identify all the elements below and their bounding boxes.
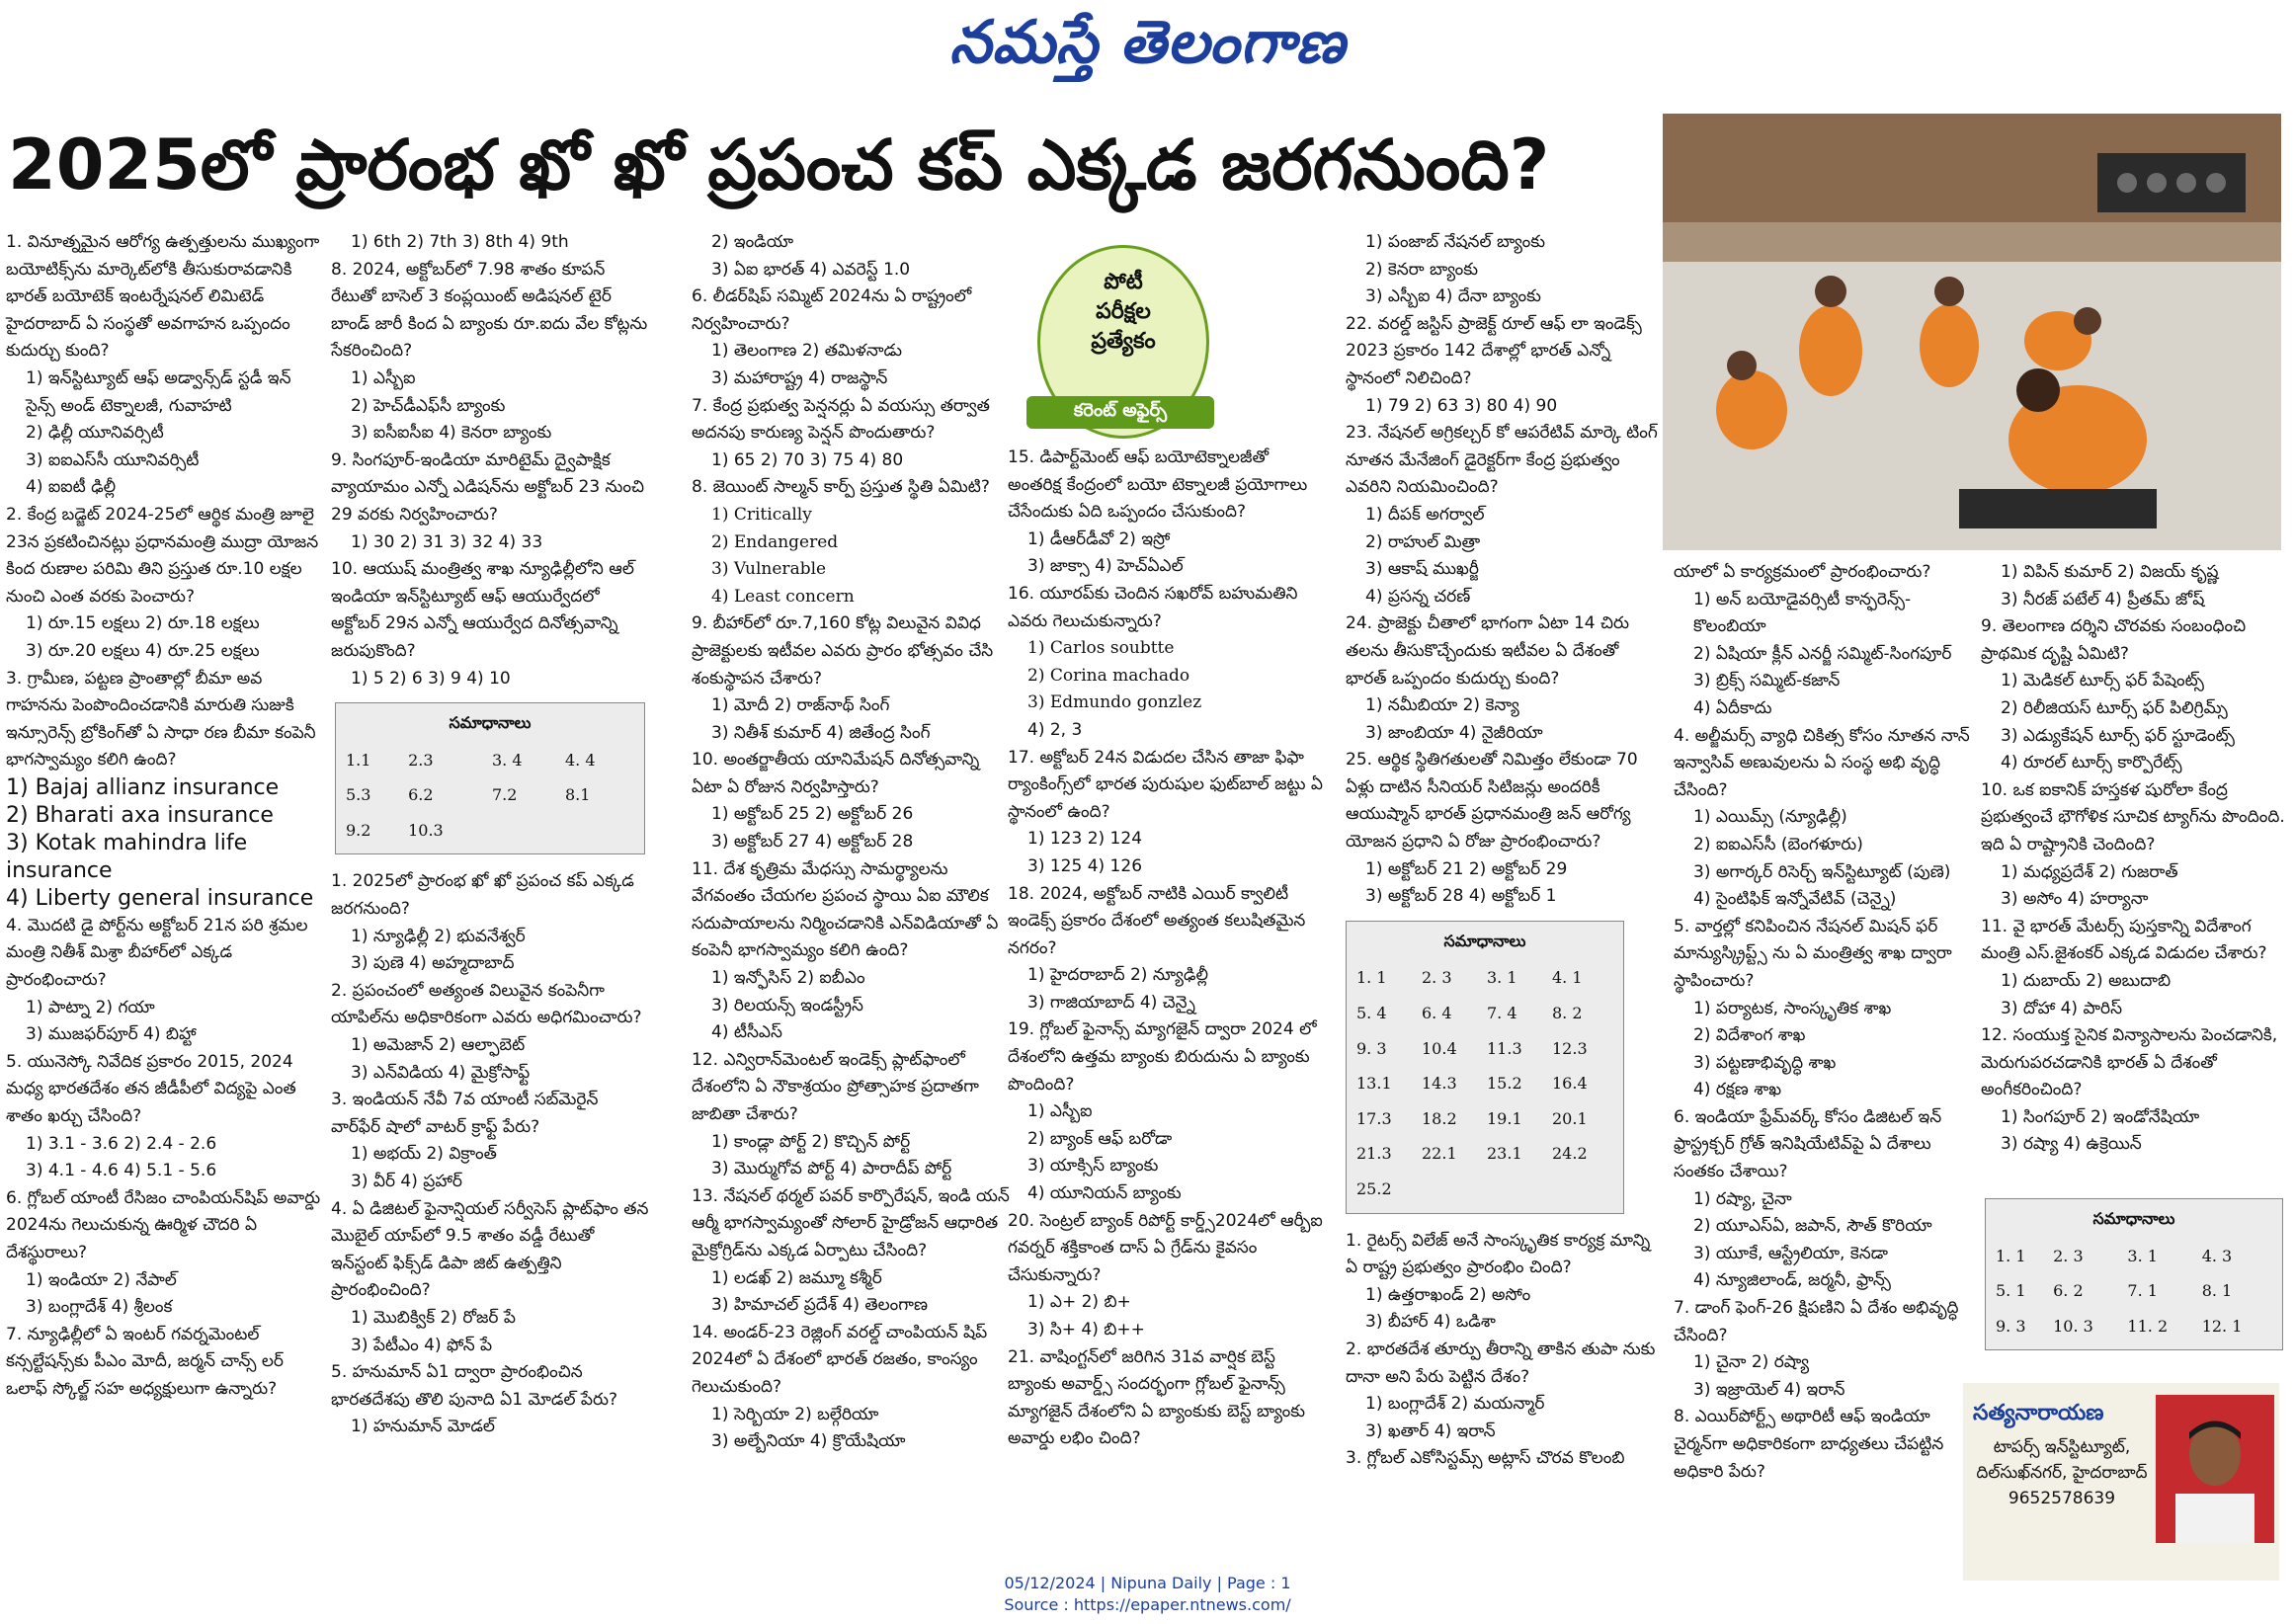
answer-option: 1) 123 2) 124 bbox=[1027, 829, 1143, 850]
question-text: 17. అక్టోబర్ 24న విడుదల చేసిన తాజా ఫిఫా ర్యాంకింగ్స్‌లో భారత పురుషుల ఫుట్‌బాల్ జట్టు ఏ స్థానంలో ఉంది? bbox=[1008, 747, 1324, 822]
footer-source-line: Source : https://epaper.ntnews.com/ bbox=[1004, 1595, 1291, 1614]
question-text: 7. డాంగ్ ఫెంగ్-26 క్షిపణిని ఏ దేశం అభివృద్ధి చేసింది? bbox=[1674, 1298, 1959, 1345]
answer-option: 1) దుబాయ్ 2) అబుదాబి bbox=[2001, 970, 2172, 991]
answer-option: 2) ఢిల్లీ యూనివర్సిటీ bbox=[26, 423, 164, 444]
answer-key-cell: 6.2 bbox=[408, 785, 434, 805]
question-text: 1. 2025లో ప్రారంభ ఖో ఖో ప్రపంచ కప్ ఎక్కడ జరగనుంది? bbox=[331, 871, 634, 920]
headline: 2025లో ప్రారంభ ఖో ఖో ప్రపంచ కప్ ఎక్కడ జరగనుంది? bbox=[8, 124, 1550, 205]
question-text: 5. యునెస్కో నివేదిక ప్రకారం 2015, 2024 మధ్య భారతదేశం తన జీడీపీలో విద్యపై ఎంత శాతం ఖర్చు చేసింది? bbox=[6, 1051, 296, 1127]
answer-option: 1) దీపక్ అగర్వాల్ bbox=[1365, 504, 1485, 525]
answer-option: 4) ఏదీకాదు bbox=[1693, 697, 1772, 718]
page-footer bbox=[0, 1573, 2295, 1616]
answer-option: 3) ఐఐఎస్‌సీ యూనివర్సిటీ bbox=[26, 449, 200, 470]
author-phone: 9652578639 bbox=[2008, 1489, 2116, 1508]
question-text: 7. న్యూఢిల్లీలో ఏ ఇంటర్ గవర్నమెంటల్ కన్సల్టేషన్స్‌కు పీఎం మోదీ, జర్మన్ చాన్స్ లర్ ఒలాఫ్ స్కోల్జ్ సహ అధ్యక్షులుగా ఉన్నారు? bbox=[6, 1324, 284, 1399]
answer-option: 3) ఏఐ భారత్ 4) ఎవరెస్ట్ 1.0 bbox=[711, 259, 911, 280]
exam-special-badge bbox=[1037, 245, 1209, 439]
answer-option: 4) ప్రసన్న చరణ్ bbox=[1365, 586, 1471, 607]
answer-option: 1) మెడికల్ టూర్స్ ఫర్ పేషెంట్స్ bbox=[2001, 671, 2204, 691]
answer-option: 3) వీర్ 4) ప్రహార్ bbox=[351, 1172, 463, 1191]
answer-option: 3) యూకే, ఆస్ట్రేలియా, కెనడా bbox=[1693, 1243, 1888, 1263]
answer-option: 2) హెచ్‌డీఎఫ్‌సీ బ్యాంకు bbox=[351, 395, 506, 416]
answer-option: 3) ఎడ్యుకేషన్ టూర్స్ ఫర్ స్టూడెంట్స్ bbox=[2001, 725, 2235, 746]
answer-option: 3) 4.1 - 4.6 4) 5.1 - 5.6 bbox=[26, 1161, 217, 1181]
answer-key-cell: 2. 3 bbox=[2053, 1246, 2084, 1265]
question-text: 15. డిపార్ట్‌మెంట్ ఆఫ్ బయోటెక్నాలజీతో అంతరిక్ష కేంద్రంలో బయో టెక్నాలజీ ప్రయోగాలు చేసేందుకు ఏది ఒప్పందం చేసుకుంది? bbox=[1008, 447, 1308, 523]
answer-option: 3) రిలయన్స్ ఇండస్ట్రీస్ bbox=[711, 995, 863, 1015]
answer-key-cell: 11. 2 bbox=[2127, 1316, 2169, 1336]
answer-option: 3) హిమాచల్ ప్రదేశ్ 4) తెలంగాణ bbox=[711, 1295, 928, 1316]
answer-option: 3) 125 4) 126 bbox=[1027, 855, 1143, 876]
answer-option: 1) డీఆర్‌డీవో 2) ఇస్రో bbox=[1027, 528, 1171, 549]
badge-line-1: పోటీ bbox=[1104, 270, 1143, 294]
answer-option: 1) మొబిక్విక్ 2) రోజర్ పే bbox=[351, 1307, 516, 1328]
question-text: 10. ఆయుష్ మంత్రిత్వ శాఖ న్యూఢిల్లీలోని ఆల్ ఇండియా ఇన్‌స్టిట్యూట్ ఆఫ్ ఆయుర్వేదలో అక్టోబర్ 29న ఎన్నో ఆయుర్వేద దినోత్సవాన్ని జరుపుకొంది? bbox=[331, 559, 634, 661]
question-text: 13. నేషనల్ థర్మల్ పవర్ కార్పొరేషన్, ఇండి యన్ ఆర్మీ భాగస్వామ్యంతో సోలార్ హైడ్రోజన్ ఆధారిత మైక్రోగ్రిడ్‌ను ఎక్కడ ఏర్పాటు చేసింది? bbox=[692, 1185, 1010, 1260]
answer-option: 3) మహారాష్ట్ర 4) రాజస్థాన్ bbox=[711, 367, 888, 388]
answers-title: సమాధానాలు bbox=[1443, 931, 1526, 950]
answer-option: 1) అక్టోబర్ 25 2) అక్టోబర్ 26 bbox=[711, 804, 914, 825]
answer-key-cell: 7. 4 bbox=[1487, 1004, 1517, 1023]
answer-key-cell: 4. 1 bbox=[1552, 968, 1583, 988]
answer-key-cell: 9.2 bbox=[346, 820, 371, 840]
answers-title: సమాధానాలు bbox=[2092, 1209, 2175, 1229]
answer-option: 2) ఏషియా క్లీన్ ఎనర్జీ సమ్మిట్-సింగపూర్ bbox=[1693, 643, 1952, 664]
answers-box-3 bbox=[1985, 1198, 2283, 1350]
answer-option: 1) పంజాబ్ నేషనల్ బ్యాంకు bbox=[1365, 232, 1545, 252]
answer-key-cell: 10.4 bbox=[1422, 1038, 1457, 1058]
answer-key-cell: 2.3 bbox=[408, 750, 434, 770]
answer-key-cell: 20.1 bbox=[1552, 1108, 1588, 1128]
question-text: 9. తెలంగాణ దర్శిని చొరవకు సంబంధించి ప్రాథమిక దృష్టి ఏమిటి? bbox=[1981, 616, 2247, 664]
author-info bbox=[1973, 1434, 2151, 1511]
author-location: దిల్‌సుఖ్‌నగర్, హైదరాబాద్ bbox=[1976, 1463, 2148, 1483]
footer-date-line: 05/12/2024 | Nipuna Daily | Page : 1 bbox=[1004, 1574, 1291, 1592]
answer-option: 1) ఇండియా 2) నేపాల్ bbox=[26, 1269, 177, 1290]
answer-option: 2) Corina machado bbox=[1027, 665, 1190, 686]
question-text: 12. సంయుక్త సైనిక విన్యాసాలను పెంచడానికి, మెరుగుపరచడానికి భారత్ ఏ దేశంతో అంగీకరించింది? bbox=[1981, 1025, 2278, 1100]
answer-option: 1) 3.1 - 3.6 2) 2.4 - 2.6 bbox=[26, 1133, 217, 1154]
answer-option: 3) Vulnerable bbox=[711, 559, 827, 580]
answer-option: 4) టీసీఎస్ bbox=[711, 1022, 782, 1043]
answer-option: 3) పుణె 4) అహ్మదాబాద్ bbox=[351, 953, 515, 974]
question-text: 9. సింగపూర్-ఇండియా మారిటైమ్ ద్వైపాక్షిక వ్యాయామం ఎన్నో ఎడిషన్‌ను అక్టోబర్ 23 నుంచి 29 వరకు నిర్వహించారు? bbox=[331, 449, 645, 525]
answer-key-cell: 9. 3 bbox=[1356, 1038, 1387, 1058]
answer-option: 3) దోహా 4) పారిస్ bbox=[2001, 998, 2123, 1018]
answer-key-cell: 15.2 bbox=[1487, 1074, 1522, 1094]
answer-key-cell: 6. 2 bbox=[2053, 1281, 2084, 1301]
question-text: 4. ఏ డిజిటల్ ఫైనాన్షియల్ సర్వీసెస్ ప్లాట్‌ఫాం తన మొబైల్ యాప్‌లో 9.5 శాతం వడ్డీ రేటుతో ఇన్‌స్టంట్ ఫిక్స్‌డ్ డిపా జిట్ ఉత్పత్తిని ప్రారంభించింది? bbox=[331, 1198, 649, 1301]
answer-key-cell: 24.2 bbox=[1552, 1144, 1588, 1164]
question-text: 4. అల్జీమర్స్ వ్యాధి చికిత్స కోసం నూతన నాన్ ఇన్వాసివ్ అణువులను ఏ సంస్థ అభి వృద్ధి చేసింది? bbox=[1674, 725, 1970, 800]
answer-option: 2) రాహుల్ మిత్రా bbox=[1365, 531, 1481, 552]
question-text: 16. యూరప్‌కు చెందిన సఖరోవ్ బహుమతిని ఎవరు గెలుచుకున్నారు? bbox=[1008, 583, 1298, 631]
question-text: 6. లీడర్‌షిప్ సమ్మిట్ 2024ను ఏ రాష్ట్రంలో నిర్వహించారు? bbox=[692, 286, 972, 334]
answer-option: 1) మధ్యప్రదేశ్ 2) గుజరాత్ bbox=[2001, 861, 2178, 882]
answer-option: 1) లడఖ్ 2) జమ్మూ కశ్మీర్ bbox=[711, 1267, 882, 1288]
question-text: 7. కేంద్ర ప్రభుత్వ పెన్షనర్లు ఏ వయస్సు తర్వాత అదనపు కారుణ్య పెన్షన్ పొందుతారు? bbox=[692, 395, 990, 444]
question-text: 19. గ్లోబల్ ఫైనాన్స్ మ్యాగజైన్ ద్వారా 2024 లో దేశంలోని ఉత్తమ బ్యాంకు బిరుదును ఏ బ్యాంకు పొందింది? bbox=[1008, 1019, 1317, 1095]
author-card bbox=[1963, 1383, 2279, 1581]
question-text: 8. ఎయిర్‌పోర్ట్స్ అథారిటీ ఆఫ్ ఇండియా చైర్మన్‌గా అధికారికంగా బాధ్యతలు చేపట్టిన అధికారి పేరు? bbox=[1674, 1407, 1944, 1482]
answer-option: 1) అమెజాన్ 2) ఆల్ఫాబెట్ bbox=[351, 1035, 526, 1056]
answer-option: 3) బీహార్ 4) ఒడిశా bbox=[1365, 1312, 1496, 1333]
answer-key-cell: 16.4 bbox=[1552, 1074, 1588, 1094]
answer-option: 3) బంగ్లాదేశ్ 4) శ్రీలంక bbox=[26, 1297, 173, 1318]
answer-option: 3) Kotak mahindra life insurance bbox=[6, 830, 248, 883]
answer-option: 1) 5 2) 6 3) 9 4) 10 bbox=[351, 668, 511, 689]
question-text: 10. ఒక ఐకానిక్ హస్తకళ షురోలా కేంద్ర ప్రభుత్వంచే భౌగోళిక సూచిక ట్యాగ్‌ను పొందింది. ఇది ఏ రాష్ట్రానికి చెందింది? bbox=[1981, 779, 2285, 854]
answer-option: 1) కాండ్లా పోర్ట్ 2) కొచ్చిన్ పోర్ట్ bbox=[711, 1131, 911, 1152]
question-text: 23. నేషనల్ అగ్రికల్చర్ కో ఆపరేటివ్ మార్కె టింగ్ నూతన మేనేజింగ్ డైరెక్టర్‌గా కేంద్ర ప్రభుత్వం ఎవరిని నియమించింది? bbox=[1346, 423, 1658, 498]
answer-option: 1) ఎస్బీఐ bbox=[1027, 1101, 1093, 1122]
answer-option: 4) ఐఐటీ ఢిల్లీ bbox=[26, 477, 117, 498]
answer-option: 1) పర్యాటక, సాంస్కృతిక శాఖ bbox=[1693, 998, 1892, 1018]
answer-option: 1) 6th 2) 7th 3) 8th 4) 9th bbox=[351, 232, 569, 252]
answer-option: 3) నీరజ్ పటేల్ 4) ప్రీతమ్ జోష్ bbox=[2001, 589, 2205, 609]
answer-option: 1) Carlos soubtte bbox=[1027, 638, 1175, 659]
column-6 bbox=[1674, 559, 1970, 1486]
answer-key-cell: 5.3 bbox=[346, 785, 371, 805]
answer-option: 3) అసోం 4) హర్యానా bbox=[2001, 889, 2149, 910]
answer-key-cell bbox=[1550, 1172, 1615, 1207]
answer-key-cell: 5. 1 bbox=[1996, 1281, 2026, 1301]
badge-line-2: పరీక్షల bbox=[1096, 299, 1151, 324]
answer-option: 4) సైంటిఫిక్ ఇన్నోవేటివ్ (చెన్నై) bbox=[1693, 889, 1897, 910]
answer-option: 3) Edmundo gonzlez bbox=[1027, 692, 1202, 713]
answer-option: 3) ఇజ్రాయెల్ 4) ఇరాన్ bbox=[1693, 1379, 1845, 1400]
answer-option: 3) మొర్ముగోవ పోర్ట్ 4) పారాదీప్ పోర్ట్ bbox=[711, 1159, 952, 1179]
answer-key-cell: 1. 1 bbox=[1996, 1246, 2026, 1265]
question-text: 1. రైటర్స్ విలేజ్ అనే సాంస్కృతిక కార్యక్ర మాన్ని ఏ రాష్ట్ర ప్రభుత్వం ప్రారంభిం చింది? bbox=[1346, 1230, 1651, 1278]
question-text: 11. దేశ కృత్రిమ మేధస్సు సామర్థ్యాలను వేగవంతం చేయగల ప్రపంచ స్థాయి ఏఐ మౌలిక సదుపాయాలను నిర్మించడానికి ఎన్‌విడియాతో ఏ కంపెనీ భాగస్వామ్యం కలిగి ఉంది? bbox=[692, 858, 999, 961]
question-text: 3. గ్రామీణ, పట్టణ ప్రాంతాల్లో బీమా అవ గాహనను పెంపొందించడానికి మారుతి సుజుకి ఇన్సూరెన్స్ బ్రోకింగ్‌తో ఏ సాధా రణ బీమా కంపెనీ భాగస్వామ్యం కలిగి ఉంది? bbox=[6, 668, 316, 771]
answer-option: 3) ఐసీఐసీఐ 4) కెనరా బ్యాంకు bbox=[351, 423, 552, 444]
answer-option: 1) చైనా 2) రష్యా bbox=[1693, 1352, 1810, 1373]
answer-key-cell: 1.1 bbox=[346, 750, 371, 770]
question-text: 18. 2024, అక్టోబర్ నాటికి ఎయిర్ క్వాలిటీ ఇండెక్స్ ప్రకారం దేశంలో అత్యంత కలుషితమైన నగరం? bbox=[1008, 883, 1306, 958]
answer-option: 3) ఎన్‌విడియ 4) మైక్రోసాఫ్ట్ bbox=[351, 1062, 531, 1083]
answer-key-cell: 25.2 bbox=[1356, 1179, 1392, 1198]
question-text: 12. ఎన్విరాన్‌మెంటల్ ఇండెక్స్ ప్లాట్‌ఫాంలో దేశంలోని ఏ నౌకాశ్రయం ప్రోత్సాహక ప్రదాతగా జాబితా చేశారు? bbox=[692, 1049, 979, 1124]
answer-key-cell: 12.3 bbox=[1552, 1038, 1588, 1058]
answer-key-cell: 3. 1 bbox=[1487, 968, 1517, 988]
answer-option: 3) అగార్కర్ రిసెర్చ్ ఇన్‌స్టిట్యూట్ (పుణె) bbox=[1693, 861, 1951, 882]
question-text: 6. గ్లోబల్ యాంటీ రేసిజం చాంపియన్‌షిప్ అవార్డు 2024ను గెలుచుకున్న ఊర్మిళ చౌదరి ఏ దేశస్థురాలు? bbox=[6, 1187, 321, 1262]
answer-key-cell: 22.1 bbox=[1422, 1144, 1457, 1164]
answers-box-2 bbox=[1346, 921, 1624, 1214]
answer-option: 3) అక్టోబర్ 28 4) అక్టోబర్ 1 bbox=[1365, 886, 1557, 907]
answer-option: 3) బ్రిక్స్ సమ్మిట్-కజాన్ bbox=[1693, 671, 1841, 691]
answer-option: 1) మోదీ 2) రాజ్‌నాథ్ సింగ్ bbox=[711, 695, 890, 716]
answer-option: 1) బంగ్లాదేశ్ 2) మయన్మార్ bbox=[1365, 1394, 1545, 1415]
answer-option: 2) బ్యాంక్ ఆఫ్ బరోడా bbox=[1027, 1128, 1173, 1149]
answer-option: 3) పట్టణాభివృద్ధి శాఖ bbox=[1693, 1052, 1837, 1073]
question-text: 21. వాషింగ్టన్‌లో జరిగిన 31వ వార్షిక బెస్ట్ బ్యాంకు అవార్డ్స్ సందర్భంగా గ్లోబల్ ఫైనాన్స్ మ్యాగజైన్ దేశంలోని ఏ బ్యాంకుకు బెస్ట్ బ్యాంకు అవార్డు లభిం చింది? bbox=[1008, 1346, 1306, 1449]
answer-option: 4) రక్షణ శాఖ bbox=[1693, 1080, 1782, 1100]
column-5 bbox=[1346, 229, 1664, 1473]
answer-key-cell: 8. 1 bbox=[2201, 1281, 2233, 1301]
answer-option: 4) యూనియన్ బ్యాంకు bbox=[1027, 1183, 1182, 1204]
question-text: 6. ఇండియా ఫ్రేమ్‌వర్క్ కోసం డిజిటల్ ఇన్ ఫ్రాస్ట్రక్చర్ గ్రోత్ ఇనిషియేటివ్‌పై ఏ దేశాలు సంతకం చేశాయి? bbox=[1674, 1106, 1942, 1182]
answer-option: 3) ఖతార్ 4) ఇరాన్ bbox=[1365, 1421, 1496, 1441]
answer-option: 1) పాట్నా 2) గయా bbox=[26, 997, 155, 1017]
answer-key-cell: 19.1 bbox=[1487, 1108, 1522, 1128]
answer-key-cell: 3. 4 bbox=[492, 750, 523, 770]
answer-key-cell: 10.3 bbox=[408, 820, 444, 840]
answer-option: 2) ఇండియా bbox=[711, 232, 794, 252]
answer-key-cell: 8.1 bbox=[564, 785, 591, 805]
author-photo bbox=[2156, 1395, 2274, 1543]
question-text: 22. వరల్డ్ జస్టిస్ ప్రాజెక్ట్ రూల్ ఆఫ్ లా ఇండెక్స్ 2023 ప్రకారం 142 దేశాల్లో భారత్ ఎన్నో స్థానంలో నిలిచింది? bbox=[1346, 313, 1642, 388]
answer-option: 1) అక్టోబర్ 21 2) అక్టోబర్ 29 bbox=[1365, 858, 1568, 879]
question-text: 10. అంతర్జాతీయ యానిమేషన్ దినోత్సవాన్ని ఏటా ఏ రోజున నిర్వహిస్తారు? bbox=[692, 750, 980, 797]
answer-option: 3) జాంబియా 4) నైజీరియా bbox=[1365, 722, 1543, 743]
answer-option: 1) రష్యా, చైనా bbox=[1693, 1188, 1792, 1209]
answer-key-cell: 13.1 bbox=[1356, 1074, 1392, 1094]
question-text: 20. సెంట్రల్ బ్యాంక్ రిపోర్ట్ కార్డ్స్2024లో ఆర్బీఐ గవర్నర్ శక్తికాంత దాస్ ఏ గ్రేడ్‌ను కైవసం చేసుకున్నారు? bbox=[1008, 1210, 1323, 1285]
answer-option: 3) రూ.20 లక్షలు 4) రూ.25 లక్షలు bbox=[26, 640, 260, 661]
answer-option: 1) ఇన్ఫోసిస్ 2) ఐబీఎం bbox=[711, 968, 865, 989]
question-text: 14. అండర్-23 రెజ్లింగ్ వరల్డ్ చాంపియన్ షిప్ 2024లో ఏ దేశంలో భారత్ రజతం, కాంస్యం గెలుచుకుంది? bbox=[692, 1322, 988, 1397]
answer-option: 1) 79 2) 63 3) 80 4) 90 bbox=[1365, 395, 1558, 416]
question-text: 3. గ్లోబల్ ఎకోసిస్టమ్స్ అట్లాస్ చొరవ కొలంబి bbox=[1346, 1448, 1625, 1469]
answer-key-cell: 7.2 bbox=[492, 785, 518, 805]
answer-key-cell bbox=[490, 813, 563, 849]
answer-option: 1) ఎయిమ్స్ (న్యూఢిల్లీ) bbox=[1693, 807, 1847, 828]
answer-option: 3) ఎస్బీఐ 4) దేనా బ్యాంకు bbox=[1365, 286, 1541, 307]
answer-option: 3) అక్టోబర్ 27 4) అక్టోబర్ 28 bbox=[711, 832, 914, 853]
answer-option: 2) Bharati axa insurance bbox=[6, 802, 274, 828]
question-text: 1. వినూత్నమైన ఆరోగ్య ఉత్పత్తులను ముఖ్యంగా బయోటిక్స్‌ను మార్కెట్‌లోకి తీసుకురావడానికి భారత్ బయోటెక్ ఇంటర్నేషనల్ లిమిటెడ్ హైదరాబాద్ ఏ సంస్థతో అవగాహన ఒప్పందం కుదుర్చు కుంది? bbox=[6, 232, 320, 362]
answer-option: 1) హైదరాబాద్ 2) న్యూఢిల్లీ bbox=[1027, 965, 1208, 986]
answers-box-1 bbox=[335, 702, 645, 854]
answer-option: 1) 30 2) 31 3) 32 4) 33 bbox=[351, 531, 543, 552]
answer-option: 1) Critically bbox=[711, 504, 812, 525]
question-text: 24. ప్రాజెక్టు చీతాలో భాగంగా ఏటా 14 చిరు తలను తీసుకొచ్చేందుకు ఇటీవల ఏ దేశంతో భారత్ ఒప్పందం కుదుర్చు కుంది? bbox=[1346, 613, 1629, 689]
answer-option: 3) గాజియాబాద్ 4) చెన్నై bbox=[1027, 992, 1195, 1013]
answer-option: 3) యాక్సిస్ బ్యాంకు bbox=[1027, 1156, 1159, 1177]
answer-option: 1) విపిన్ కుమార్ 2) విజయ్ కృష్ణ bbox=[2001, 562, 2219, 582]
answer-key-cell: 7. 1 bbox=[2127, 1281, 2158, 1301]
answers-title: సమాధానాలు bbox=[449, 713, 532, 733]
answer-key-cell bbox=[1485, 1172, 1550, 1207]
question-text: 8. జెయింట్ సాల్మన్ కార్ప్ ప్రస్తుత స్థితి ఏమిటి? bbox=[692, 477, 990, 498]
question-text: 3. ఇండియన్ నేవీ 7వ యాంటీ సబ్‌మెరైన్ వార్‌ఫేర్ షాలో వాటర్ క్రాఫ్ట్ పేరు? bbox=[331, 1090, 599, 1137]
question-text: 8. 2024, అక్టోబర్‌లో 7.98 శాతం కూపన్ రేటుతో బాసెల్ 3 కంప్లయింట్ అడిషనల్ టైర్ బాండ్ జారీ కింద ఏ బ్యాంకు రూ.ఐదు వేల కోట్లను సేకరించింది? bbox=[331, 259, 648, 362]
answer-key-cell: 4. 4 bbox=[564, 750, 596, 770]
answer-key-cell bbox=[563, 813, 636, 849]
answer-key-cell: 1. 1 bbox=[1356, 968, 1387, 988]
question-text: 5. హనుమాన్ ఏ1 ద్వారా ప్రారంభించిన భారతదేశపు తొలి పునాది ఏ1 మోడల్ పేరు? bbox=[331, 1362, 618, 1410]
answer-option: 1) తెలంగాణ 2) తమిళనాడు bbox=[711, 341, 903, 362]
answer-option: 3) ముజఫర్‌పూర్ 4) బిహ్టా bbox=[26, 1024, 197, 1045]
answer-key-cell: 17.3 bbox=[1356, 1108, 1392, 1128]
answer-option: 1) ఉత్తరాఖండ్ 2) అసోం bbox=[1365, 1284, 1531, 1305]
answer-key-cell: 8. 2 bbox=[1552, 1004, 1583, 1023]
answer-key-cell: 18.2 bbox=[1422, 1108, 1457, 1128]
answer-key-cell: 23.1 bbox=[1487, 1144, 1522, 1164]
question-text: 9. బీహార్‌లో రూ.7,160 కోట్ల విలువైన వివిధ ప్రాజెక్టులకు ఇటీవల ఎవరు ప్రారం భోత్సవం చేసి శంకుస్థాపన చేశారు? bbox=[692, 613, 994, 689]
answer-option: 1) 65 2) 70 3) 75 4) 80 bbox=[711, 449, 904, 470]
answer-option: 2) విదేశాంగ శాఖ bbox=[1693, 1025, 1806, 1046]
answer-option: 1) అభయ్ 2) విక్రాంత్ bbox=[351, 1144, 497, 1165]
answer-key-cell: 6. 4 bbox=[1422, 1004, 1452, 1023]
answer-option: 1) అన్ బయోడైవర్సిటీ కాన్ఫరెన్స్-కొలంబియా bbox=[1693, 589, 1912, 637]
author-institute: టాపర్స్ ఇన్‌స్టిట్యూట్, bbox=[1993, 1437, 2131, 1457]
question-text: 5. వార్తల్లో కనిపించిన నేషనల్ మిషన్ ఫర్ మాన్యుస్క్రిప్ట్స్ ను ఏ మంత్రిత్వ శాఖ ద్వారా స్థాపించారు? bbox=[1674, 916, 1952, 991]
answer-option: 2) కెనరా బ్యాంకు bbox=[1365, 259, 1479, 280]
column-1 bbox=[6, 229, 322, 1404]
answer-option: 3) రష్యా 4) ఉక్రెయిన్ bbox=[2001, 1134, 2142, 1155]
answer-key-cell: 14.3 bbox=[1422, 1074, 1457, 1094]
answer-option: 3) నితీశ్ కుమార్ 4) జితేంద్ర సింగ్ bbox=[711, 722, 931, 743]
answer-option: 1) ఎ+ 2) బి+ bbox=[1027, 1292, 1131, 1313]
answer-key-cell: 12. 1 bbox=[2201, 1316, 2243, 1336]
answer-option: 4) 2, 3 bbox=[1027, 719, 1083, 740]
answer-option: 1) ఎస్బీఐ bbox=[351, 367, 416, 388]
badge-line-3: ప్రత్యేకం bbox=[1091, 329, 1156, 354]
column-7 bbox=[1981, 559, 2287, 1364]
answer-option: 1) హనుమాన్ మోడల్ bbox=[351, 1417, 495, 1437]
author-name: సత్యనారాయణ bbox=[1973, 1401, 2104, 1425]
kho-kho-photo bbox=[1663, 114, 2281, 550]
answer-option: 1) రూ.15 లక్షలు 2) రూ.18 లక్షలు bbox=[26, 613, 260, 634]
answer-option: 3) పేటీఎం 4) ఫోన్ పే bbox=[351, 1335, 493, 1355]
answer-option: 2) ఐఐఎస్‌సీ (బెంగళూరు) bbox=[1693, 834, 1863, 854]
answer-option: 2) యూఎస్ఏ, జపాన్, సౌత్ కొరియా bbox=[1693, 1216, 1932, 1237]
question-text: 2. కేంద్ర బడ్జెట్ 2024-25లో ఆర్థిక మంత్రి జూలై 23న ప్రకటించినట్లు ప్రధానమంత్రి ముద్రా యోజన కింద రుణాల పరిమి తిని ప్రస్తుత రూ.10 లక్షల నుంచి ఎంత వరకు పెంచారు? bbox=[6, 504, 319, 607]
answer-option: 4) Liberty general insurance bbox=[6, 885, 314, 911]
answer-key-cell: 21.3 bbox=[1356, 1144, 1392, 1164]
question-text: 2. భారతదేశ తూర్పు తీరాన్ని తాకిన తుపా నుకు దానా అని పేరు పెట్టిన దేశం? bbox=[1346, 1339, 1656, 1387]
answer-key-cell: 5. 4 bbox=[1356, 1004, 1387, 1023]
masthead-logo: నమస్తే తెలంగాణ bbox=[948, 8, 1347, 77]
column-2 bbox=[331, 229, 649, 1441]
answer-key-cell: 9. 3 bbox=[1996, 1316, 2026, 1336]
answer-key-cell bbox=[1420, 1172, 1485, 1207]
answer-option: 1) నమీబియా 2) కెన్యా bbox=[1365, 695, 1519, 716]
answer-key-cell: 10. 3 bbox=[2053, 1316, 2093, 1336]
answer-option: 4) రూరల్ టూర్స్ కార్పొరేట్స్ bbox=[2001, 753, 2182, 773]
answer-option: 2) రిలీజియస్ టూర్స్ ఫర్ పిలిగ్రిమ్స్ bbox=[2001, 697, 2228, 718]
question-text: 25. ఆర్థిక స్థితిగతులతో నిమిత్తం లేకుండా 70 ఏళ్లు దాటిన సీనియర్ సిటిజన్లు అందరికీ ఆయుష్మాన్ భారత్ ప్రధానమంత్రి జన్ ఆరోగ్య యోజన ప్రధాని ఏ రోజు ప్రారంభించారు? bbox=[1346, 750, 1638, 853]
answer-option: 3) అల్బేనియా 4) క్రొయేషియా bbox=[711, 1431, 906, 1452]
column-3 bbox=[692, 229, 1010, 1456]
answer-option: 1) సింగపూర్ 2) ఇండోనేషియా bbox=[2001, 1106, 2200, 1127]
answer-option: 4) న్యూజిలాండ్, జర్మనీ, ఫ్రాన్స్ bbox=[1693, 1270, 1891, 1291]
answer-option: 3) సి+ 4) బి++ bbox=[1027, 1320, 1145, 1340]
question-text: 11. వై భారత్ మేటర్స్ పుస్తకాన్ని విదేశాంగ మంత్రి ఎస్.జైశంకర్ ఎక్కడ విడుదల చేశారు? bbox=[1981, 916, 2267, 964]
answer-option: 1) సెర్బియా 2) బల్గేరియా bbox=[711, 1404, 879, 1424]
badge-current-affairs: కరెంట్ అఫైర్స్ bbox=[1026, 396, 1214, 429]
answer-option: 4) Least concern bbox=[711, 586, 855, 607]
question-text: 4. మొదటి డై పోర్ట్‌ను అక్టోబర్ 21న పరి శ్రమల మంత్రి నితీశ్ మిశ్రా బీహార్‌లో ఎక్కడ ప్రారంభించారు? bbox=[6, 915, 308, 991]
answer-key-cell: 2. 3 bbox=[1422, 968, 1452, 988]
answer-key-cell: 4. 3 bbox=[2201, 1246, 2233, 1265]
answer-key-cell: 11.3 bbox=[1487, 1038, 1522, 1058]
answer-option: 1) న్యూఢిల్లీ 2) భువనేశ్వర్ bbox=[351, 926, 526, 946]
question-text: యాలో ఏ కార్యక్రమంలో ప్రారంభించారు? bbox=[1674, 562, 1931, 582]
answer-key-cell: 3. 1 bbox=[2127, 1246, 2158, 1265]
answer-option: 3) జాక్సా 4) హెచ్‌ఏఎల్ bbox=[1027, 556, 1184, 577]
question-text: 2. ప్రపంచంలో అత్యంత విలువైన కంపెనీగా యాపిల్‌ను అధికారికంగా ఎవరు అధిగమించారు? bbox=[331, 980, 642, 1028]
answer-option: 2) Endangered bbox=[711, 531, 839, 552]
answer-option: 3) ఆకాష్ ముఖర్జీ bbox=[1365, 559, 1479, 580]
answer-option: 1) Bajaj allianz insurance bbox=[6, 774, 280, 800]
answer-option: 1) ఇన్‌స్టిట్యూట్ ఆఫ్ అడ్వాన్స్‌డ్ స్టడీ ఇన్ సైన్స్ అండ్ టెక్నాలజీ, గువాహటి bbox=[26, 367, 291, 416]
column-4 bbox=[1008, 445, 1326, 1453]
